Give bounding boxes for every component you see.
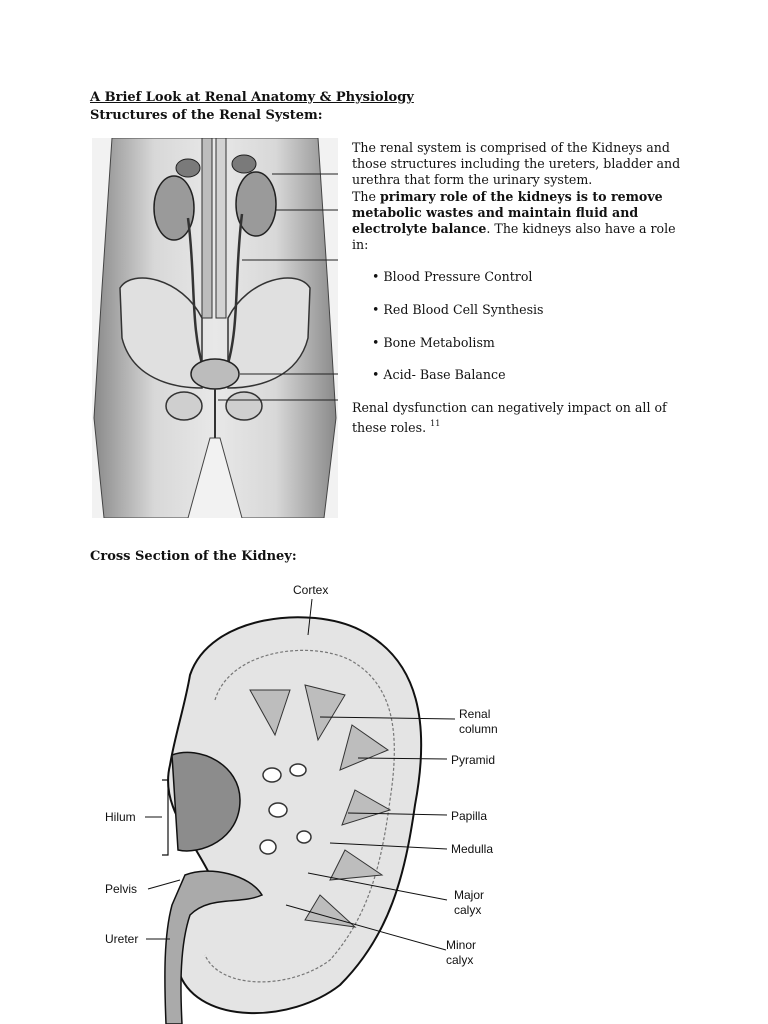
urinary-system-illustration (92, 138, 338, 518)
list-item: • Acid- Base Balance (372, 367, 506, 383)
role-bold: primary role of the kidneys is to remove metabolic wastes and maintain fluid and electrolyte balance (352, 188, 663, 237)
intro-paragraph: The renal system is comprised of the Kidneys and those structures including the ureters, bladder and urethra that form the urinary system. (352, 140, 681, 188)
label-medulla: Medulla (451, 842, 494, 856)
label-major-calyx-2: calyx (454, 903, 482, 917)
label-minor-calyx-1: Minor (446, 938, 477, 952)
roles-list (352, 269, 682, 383)
label-minor-calyx-2: calyx (446, 953, 474, 967)
label-renal-column-2: column (459, 722, 498, 736)
list-item: • Blood Pressure Control (372, 269, 533, 285)
closing-text: Renal dysfunction can negatively impact on all of these roles. (352, 399, 667, 435)
section-heading-cross-section: Cross Section of the Kidney: (90, 549, 297, 564)
label-hilum: Hilum (105, 810, 136, 824)
role-paragraph (352, 189, 682, 254)
closing-paragraph (352, 400, 682, 436)
label-renal-column-1: Renal (459, 707, 491, 721)
label-pyramid: Pyramid (451, 753, 496, 767)
role-suffix: . The kidneys also have a role in: (352, 221, 676, 253)
reference-number: 11 (430, 419, 441, 428)
label-pelvis: Pelvis (105, 882, 138, 896)
label-ureter: Ureter (105, 932, 139, 946)
role-prefix: The (352, 188, 380, 204)
label-papilla: Papilla (451, 809, 488, 823)
label-cortex: Cortex (293, 583, 329, 597)
label-major-calyx-1: Major (454, 888, 485, 902)
section-heading-structures: Structures of the Renal System: (90, 108, 323, 123)
intro-text-block (352, 140, 682, 436)
list-item: • Bone Metabolism (372, 334, 495, 350)
list-item: • Red Blood Cell Synthesis (372, 302, 544, 318)
kidney-cross-section-illustration (90, 575, 510, 1024)
page-title: A Brief Look at Renal Anatomy & Physiology (90, 90, 414, 105)
